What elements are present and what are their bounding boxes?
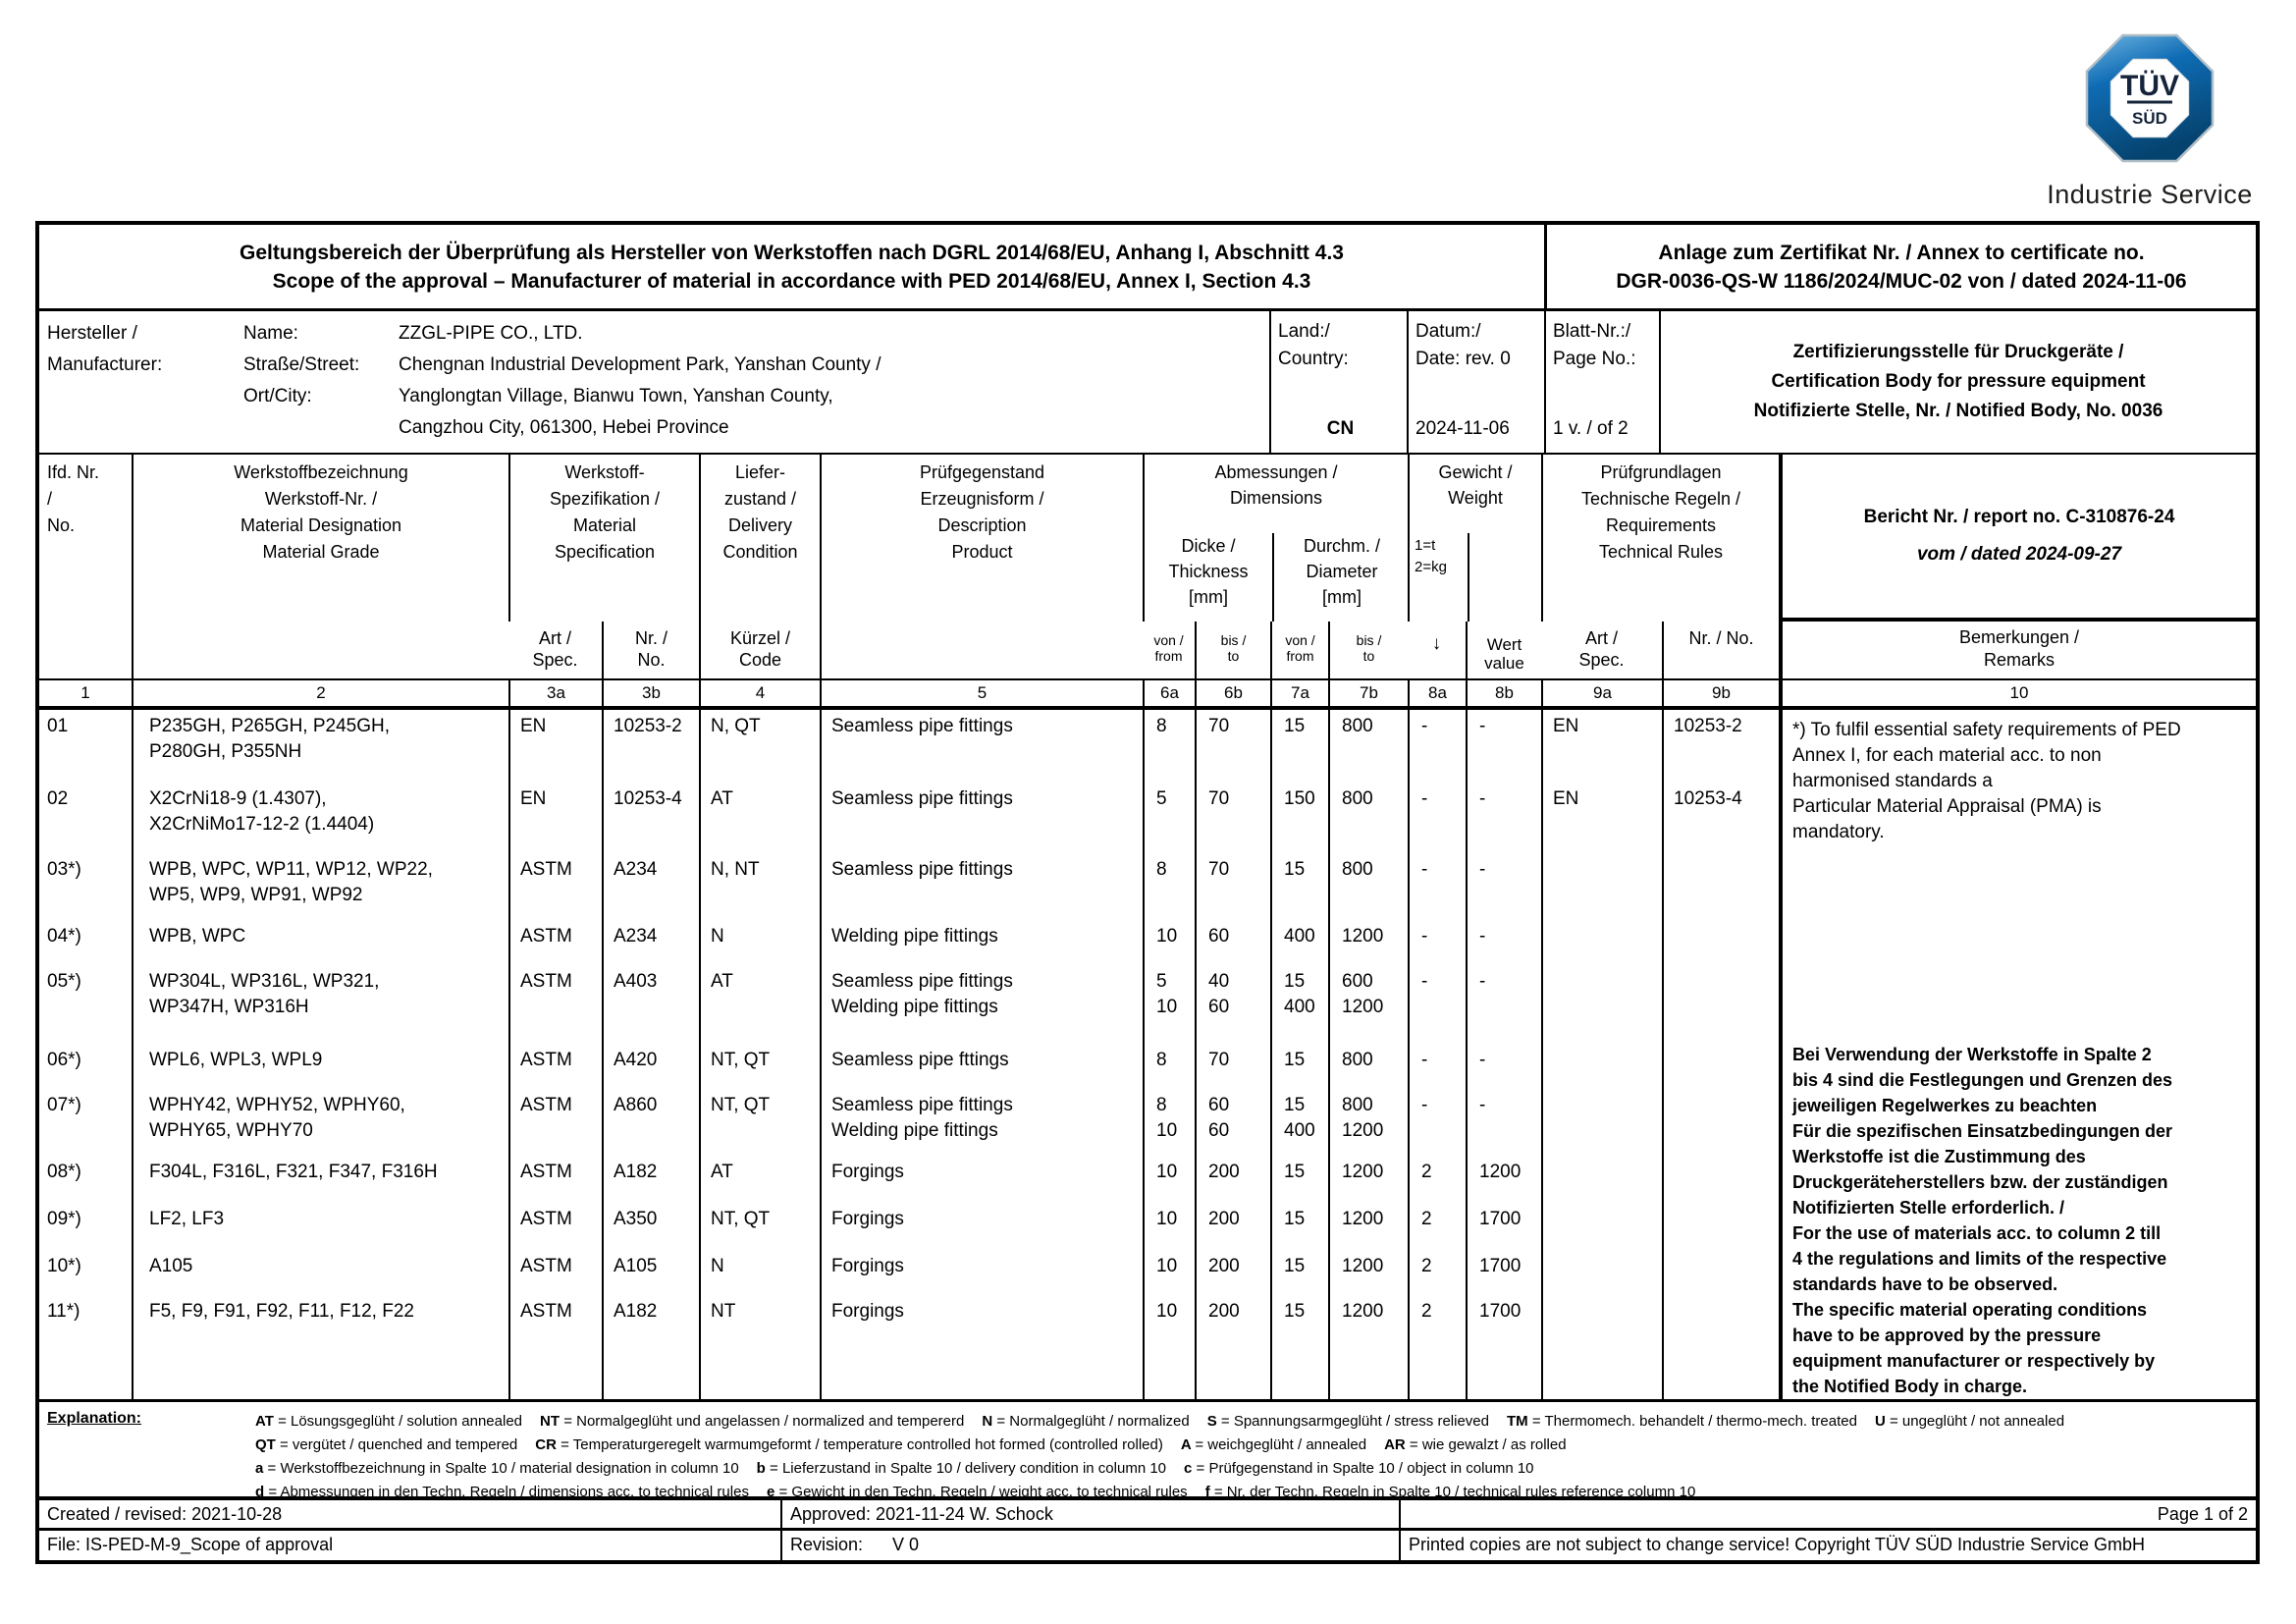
logo-caption: Industrie Service (2047, 180, 2253, 209)
body-cell: 03*) (47, 859, 81, 880)
body-cell: 60 60 (1208, 1095, 1230, 1141)
body-cell: A182 (614, 1301, 658, 1322)
country-value: CN (1326, 418, 1355, 439)
body-cell: 800 1200 (1342, 1095, 1384, 1141)
body-cell (1543, 1044, 1662, 1089)
body-cell: 1700 (1479, 1301, 1522, 1322)
body-cell (1664, 920, 1779, 965)
body-cell (1664, 1044, 1779, 1089)
body-cell: 10 (1156, 1301, 1178, 1322)
body-col-spec (508, 710, 602, 1399)
body-cell: 40 60 (1208, 971, 1230, 1017)
body-cell: N, QT (711, 716, 761, 736)
body-cell: P235GH, P265GH, P245GH, P280GH, P355NH (149, 716, 391, 762)
body-cell: EN (520, 716, 547, 736)
country-cell (1269, 311, 1407, 453)
header-dimensions-title: Abmessungen / Dimensions (1214, 462, 1338, 508)
body-cell: ASTM (520, 1095, 572, 1115)
body-cell: 15 (1284, 1301, 1306, 1322)
body-cell: WPHY42, WPHY52, WPHY60, WPHY65, WPHY70 (149, 1095, 405, 1141)
body-cell: 09*) (47, 1209, 81, 1229)
footer-revision (780, 1531, 1399, 1560)
header-col-no: Ifd. Nr. / No. (47, 462, 100, 535)
footer-row-2 (39, 1531, 2256, 1560)
body-cell: 1200 (1342, 1162, 1384, 1182)
page-no-label: Blatt-Nr.:/ Page No.: (1553, 321, 1636, 369)
header-sub-spec-art: Art / Spec. (532, 628, 578, 670)
column-number: 7b (1328, 678, 1408, 706)
header-sub-9b-nr: Nr. / No. (1662, 622, 1779, 678)
explanation-line: a = Werkstoffbezeichnung in Spalte 10 / material designation in column 10 b = Lieferzustand in Spalte 10 / delivery condition in column 10 c = Prüfgegenstand in Spalte 10 / object in column 10 (255, 1460, 1534, 1477)
manufacturer-field-values: ZZGL-PIPE CO., LTD. Chengnan Industrial Development Park, Yanshan County / Yanglongtan Village, Bianwu Town, Yanshan County, Cangzhou City, 061300, Hebei Province (399, 323, 881, 438)
body-cell: Forgings (831, 1256, 904, 1276)
annex-line-2: DGR-0036-QS-W 1186/2024/MUC-02 von / dated 2024-11-06 (1616, 269, 2187, 293)
body-cell: 200 (1208, 1209, 1240, 1229)
body-cell: A234 (614, 926, 658, 947)
manufacturer-band (39, 311, 2256, 455)
body-cell: Forgings (831, 1301, 904, 1322)
body-col-no (39, 710, 132, 1399)
body-cell: 1200 (1342, 1301, 1384, 1322)
body-cell: Forgings (831, 1162, 904, 1182)
header-diameter-label: Durchm. / Diameter [mm] (1272, 533, 1410, 622)
body-cell: Seamless pipe fittings (831, 716, 1013, 736)
body-cell: - (1479, 1095, 1486, 1115)
body-cell: 2 (1421, 1162, 1432, 1182)
explanation-line: QT = vergütet / quenched and tempered CR = Temperaturgeregelt warmumgeformt / temperature controlled hot formed (controlled rolled) A = weichgeglüht / annealed AR = wie gewalzt / as rolled (255, 1436, 1567, 1453)
header-remarks-cell: Bemerkungen / Remarks (1779, 622, 2256, 678)
body-cell: 8 (1156, 1050, 1167, 1070)
header-col-requirements-group: Prüfgrundlagen Technische Regeln / Requirements Technical Rules (1541, 455, 1779, 622)
header-sub-8a-arrow: ↓ (1431, 633, 1442, 654)
body-cell: 15 400 (1284, 1095, 1315, 1141)
body-cell: - (1421, 926, 1428, 947)
body-cell: 2 (1421, 1209, 1432, 1229)
body-col-t_from (1143, 710, 1195, 1399)
body-cell: 15 (1284, 1209, 1306, 1229)
body-cell: 10 (1156, 926, 1178, 947)
body-cell (1543, 853, 1662, 920)
body-cell: 10253-4 (1674, 788, 1742, 809)
annex-title (1544, 225, 2256, 308)
body-cell: WPL6, WPL3, WPL9 (149, 1050, 323, 1070)
body-cell: ASTM (520, 1256, 572, 1276)
body-cell: 1700 (1479, 1256, 1522, 1276)
body-col-t_to (1195, 710, 1270, 1399)
explanation-lines (255, 1410, 2256, 1500)
remarks-usage-note: Bei Verwendung der Werkstoffe in Spalte 2 bis 4 sind die Festlegungen und Grenzen des jeweiligen Regelwerkes zu beachten Für die spezifischen Einsatzbedingungen der Werkstoffe ist die Zustimmung des Druckgeräteherstellers bzw. der zuständigen Notifizierten Stelle erforderlich. / For the use of materials acc. to column 2 till 4 the regulations and limits of the respective standards have to be observed. The specific material operating conditions have to be approved by the pressure equipment manufacturer or respectively by the Notified Body in charge. (1792, 1045, 2173, 1396)
body-cell: 15 400 (1284, 971, 1315, 1017)
table-header (39, 455, 2256, 710)
body-cell: 70 (1208, 716, 1230, 736)
body-col-spec_no (602, 710, 699, 1399)
body-cell: 08*) (47, 1162, 81, 1182)
footer-approved: Approved: 2021-11-24 W. Schock (780, 1500, 1399, 1528)
column-number: 5 (820, 678, 1143, 706)
body-cell: Seamless pipe fttings (831, 1050, 1009, 1070)
body-cell: Forgings (831, 1209, 904, 1229)
body-cell: 70 (1208, 1050, 1230, 1070)
body-cell: 15 (1284, 1050, 1306, 1070)
scope-title-de: Geltungsbereich der Überprüfung als Hersteller von Werkstoffen nach DGRL 2014/68/EU, Anhang I, Abschnitt 4.3 (240, 241, 1344, 264)
body-cell: EN (520, 788, 547, 809)
body-cell (1543, 1156, 1662, 1203)
remarks-pma-note: *) To fulfil essential safety requirements of PED Annex I, for each material acc. to non harmonised standards a Particular Material Appraisal (PMA) is mandatory. (1792, 720, 2181, 842)
body-cell: - (1421, 788, 1428, 809)
explanation-label: Explanation: (47, 1410, 142, 1427)
explanation-band (39, 1402, 2256, 1500)
header-weight-title: Gewicht / Weight (1438, 462, 1513, 508)
body-col-product (820, 710, 1143, 1399)
body-col-r_spec (1541, 710, 1662, 1399)
body-cell: WPB, WPC, WP11, WP12, WP22, WP5, WP9, WP91, WP92 (149, 859, 433, 905)
body-cell (1664, 1250, 1779, 1295)
body-cell: 400 (1284, 926, 1315, 947)
body-cell: - (1479, 1050, 1486, 1070)
column-number: 7a (1270, 678, 1328, 706)
body-cell: N (711, 1256, 724, 1276)
body-cell: NT, QT (711, 1050, 771, 1070)
annex-line-1: Anlage zum Zertifikat Nr. / Annex to certificate no. (1658, 241, 2145, 264)
body-cell: 1200 (1342, 1209, 1384, 1229)
body-cell: A420 (614, 1050, 658, 1070)
column-number: 3a (508, 678, 602, 706)
manufacturer-label: Hersteller / Manufacturer: (47, 323, 163, 375)
footer-revision-value: V 0 (892, 1535, 920, 1554)
body-cell: 1200 (1342, 926, 1384, 947)
footer-revision-label: Revision: (790, 1535, 864, 1554)
header-sub-7b-to: bis / to (1328, 622, 1408, 678)
body-cell (1543, 1089, 1662, 1156)
body-cell: 2 (1421, 1256, 1432, 1276)
body-cell: A350 (614, 1209, 658, 1229)
body-cell: AT (711, 1162, 733, 1182)
body-col-d_to (1328, 710, 1408, 1399)
body-cell: - (1421, 971, 1428, 992)
header-col-weight-group (1408, 455, 1541, 622)
body-col-w1 (1408, 710, 1466, 1399)
body-cell: 800 (1342, 859, 1373, 880)
header-sub-7a-from: von / from (1270, 622, 1328, 678)
body-cell: 200 (1208, 1162, 1240, 1182)
report-no: Bericht Nr. / report no. C-310876-24 (1863, 507, 2175, 527)
date-label: Datum:/ Date: rev. 0 (1415, 321, 1511, 369)
body-cell: - (1421, 859, 1428, 880)
footer-row-1 (39, 1500, 2256, 1531)
header-col-material: Werkstoffbezeichnung Werkstoff-Nr. / Material Designation Material Grade (132, 455, 508, 678)
title-band (39, 225, 2256, 311)
header-sub-6b-to: bis / to (1195, 622, 1270, 678)
body-cell (1543, 1295, 1662, 1402)
body-cell: WP304L, WP316L, WP321, WP347H, WP316H (149, 971, 380, 1017)
body-cell: 2 (1421, 1301, 1432, 1322)
body-cell: Seamless pipe fittings (831, 859, 1013, 880)
body-cell: A182 (614, 1162, 658, 1182)
body-cell: AT (711, 971, 733, 992)
body-cell: Seamless pipe fittings Welding pipe fittings (831, 1095, 1013, 1141)
body-cell: 8 (1156, 716, 1167, 736)
header-sub-6a-from: von / from (1153, 632, 1184, 664)
scope-title (39, 225, 1544, 308)
tuv-sued-logo (2042, 33, 2258, 210)
body-cell (1543, 965, 1662, 1044)
header-sub-8b-value: Wert value (1466, 622, 1541, 678)
body-cell: 07*) (47, 1095, 81, 1115)
body-cell: 5 (1156, 788, 1167, 809)
body-cell: 15 (1284, 716, 1306, 736)
footer-page: Page 1 of 2 (1399, 1500, 2256, 1528)
column-number: 9b (1662, 678, 1779, 706)
body-cell: 800 (1342, 1050, 1373, 1070)
body-cell: 600 1200 (1342, 971, 1384, 1017)
body-cell: WPB, WPC (149, 926, 246, 947)
body-cell: Seamless pipe fittings (831, 788, 1013, 809)
body-cell: N (711, 926, 724, 947)
remarks-column (1779, 710, 2256, 1399)
body-cell: Welding pipe fittings (831, 926, 998, 947)
body-cell: - (1479, 788, 1486, 809)
header-report-cell (1779, 455, 2256, 622)
column-number: 1 (39, 678, 132, 706)
header-sub-spec-nr: Nr. / No. (602, 622, 699, 678)
body-cell: Seamless pipe fittings Welding pipe fittings (831, 971, 1013, 1017)
body-cell: 11*) (47, 1301, 80, 1322)
manufacturer-field-labels: Name: Straße/Street: Ort/City: (243, 323, 360, 406)
body-cell (1543, 1250, 1662, 1295)
header-col-product: Prüfgegenstand Erzeugnisform / Description Product (820, 455, 1143, 678)
body-cell: 1700 (1479, 1209, 1522, 1229)
column-number: 8b (1466, 678, 1541, 706)
body-cell: 10253-2 (1674, 716, 1742, 736)
body-cell: 800 (1342, 716, 1373, 736)
manufacturer-block (39, 311, 1269, 453)
page-no-cell (1544, 311, 1659, 453)
column-number: 3b (602, 678, 699, 706)
logo-sued-text: SÜD (2132, 109, 2167, 128)
body-cell: NT, QT (711, 1209, 771, 1229)
body-cell: 200 (1208, 1301, 1240, 1322)
date-cell (1407, 311, 1544, 453)
explanation-line: d = Abmessungen in den Techn. Regeln / dimensions acc. to technical rules e = Gewicht in den Techn. Regeln / weight acc. to technical rules f = Nr. der Techn. Regeln in Spalte 10 / technical rules reference column 10 (255, 1484, 1696, 1500)
body-cell: 01 (47, 716, 69, 736)
body-cell (1664, 853, 1779, 920)
explanation-line: AT = Lösungsgeglüht / solution annealed NT = Normalgeglüht und angelassen / normalized and tempererd N = Normalgeglüht / normalized S = Spannungsarmgeglüht / stress relieved TM = Thermomech. behandelt / thermo-mech. treated U = ungeglüht / not annealed (255, 1413, 2065, 1430)
body-cell: 1200 (1342, 1256, 1384, 1276)
column-number: 8a (1408, 678, 1466, 706)
body-cell: A403 (614, 971, 658, 992)
body-col-r_no (1662, 710, 1779, 1399)
body-cell: EN (1553, 716, 1579, 736)
body-cell: A105 (614, 1256, 658, 1276)
body-cell: 02 (47, 788, 69, 809)
body-cell (1664, 1089, 1779, 1156)
column-number: 2 (132, 678, 508, 706)
body-cell: A860 (614, 1095, 658, 1115)
footer-file: File: IS-PED-M-9_Scope of approval (47, 1535, 334, 1554)
body-cell: ASTM (520, 926, 572, 947)
header-col-delivery: Liefer- zustand / Delivery Condition (699, 455, 820, 622)
column-number: 10 (1779, 678, 2256, 706)
body-cell: 15 (1284, 1162, 1306, 1182)
document-frame (35, 221, 2260, 1564)
scope-title-en: Scope of the approval – Manufacturer of material in accordance with PED 2014/68/EU, Annex I, Section 4.3 (272, 269, 1311, 293)
body-cell: AT (711, 788, 733, 809)
body-col-material (132, 710, 508, 1399)
country-label: Land:/ Country: (1278, 321, 1349, 369)
body-cell: 70 (1208, 788, 1230, 809)
logo-tuv-text: TÜV (2120, 70, 2179, 102)
body-cell: 04*) (47, 926, 81, 947)
certification-body-cell: Zertifizierungsstelle für Druckgeräte / Certification Body for pressure equipment Notifizierte Stelle, Nr. / Notified Body, No. 0036 (1659, 311, 2256, 453)
body-cell: - (1421, 1095, 1428, 1115)
column-number: 9a (1541, 678, 1662, 706)
header-thickness-label: Dicke / Thickness [mm] (1168, 536, 1249, 607)
tuv-octagon-icon (2085, 33, 2215, 163)
body-col-w2 (1466, 710, 1541, 1399)
body-cell: 10*) (47, 1256, 81, 1276)
header-weight-units: 1=t 2=kg (1415, 537, 1447, 575)
body-cell: - (1479, 971, 1486, 992)
page-no-value: 1 v. / of 2 (1553, 418, 1629, 439)
column-number: 4 (699, 678, 820, 706)
body-cell: 10 (1156, 1162, 1178, 1182)
date-value: 2024-11-06 (1415, 418, 1510, 439)
body-cell (1664, 1295, 1779, 1402)
body-cell: EN (1553, 788, 1579, 809)
body-cell: - (1421, 1050, 1428, 1070)
body-cell: 10 (1156, 1209, 1178, 1229)
body-cell: A234 (614, 859, 658, 880)
body-col-d_from (1270, 710, 1328, 1399)
body-cell: NT (711, 1301, 736, 1322)
body-cell: 05*) (47, 971, 81, 992)
body-cell: - (1421, 716, 1428, 736)
body-cell: 8 (1156, 859, 1167, 880)
body-cell: 200 (1208, 1256, 1240, 1276)
body-cell: 15 (1284, 859, 1306, 880)
body-cell: 60 (1208, 926, 1230, 947)
body-cell: - (1479, 716, 1486, 736)
body-cell: 8 10 (1156, 1095, 1178, 1141)
header-col-dimensions-group (1143, 455, 1408, 622)
header-sub-code: Kürzel / Code (699, 622, 820, 678)
header-col-spec-group: Werkstoff- Spezifikation / Material Specification (508, 455, 699, 622)
body-cell: 10253-4 (614, 788, 682, 809)
body-cell: ASTM (520, 1050, 572, 1070)
header-sub-9a-art: Art / Spec. (1578, 628, 1625, 670)
body-cell (1664, 1203, 1779, 1250)
body-cell: 10 (1156, 1256, 1178, 1276)
body-cell: 5 10 (1156, 971, 1178, 1017)
body-cell: - (1479, 926, 1486, 947)
body-cell: ASTM (520, 971, 572, 992)
body-cell: X2CrNi18-9 (1.4307), X2CrNiMo17-12-2 (1.4404) (149, 788, 375, 835)
body-cell: ASTM (520, 1301, 572, 1322)
body-cell: - (1479, 859, 1486, 880)
body-cell (1543, 920, 1662, 965)
body-cell: N, NT (711, 859, 760, 880)
column-number: 6a (1143, 678, 1195, 706)
body-cell (1664, 965, 1779, 1044)
body-cell: F5, F9, F91, F92, F11, F12, F22 (149, 1301, 414, 1322)
body-cell: 70 (1208, 859, 1230, 880)
body-col-code (699, 710, 820, 1399)
body-cell (1543, 1203, 1662, 1250)
body-cell: 10253-2 (614, 716, 682, 736)
footer-created: Created / revised: 2021-10-28 (47, 1504, 283, 1524)
column-number: 6b (1195, 678, 1270, 706)
body-cell: 06*) (47, 1050, 81, 1070)
table-body (39, 710, 2256, 1402)
body-cell: 1200 (1479, 1162, 1522, 1182)
body-cell: 800 (1342, 788, 1373, 809)
body-cell (1664, 1156, 1779, 1203)
body-cell: LF2, LF3 (149, 1209, 225, 1229)
report-date: vom / dated 2024-09-27 (1916, 544, 2122, 565)
body-cell: ASTM (520, 1162, 572, 1182)
body-cell: 15 (1284, 1256, 1306, 1276)
body-cell: 150 (1284, 788, 1315, 809)
body-cell: ASTM (520, 859, 572, 880)
body-cell: ASTM (520, 1209, 572, 1229)
footer-copyright: Printed copies are not subject to change service! Copyright TÜV SÜD Industrie Service GmbH (1399, 1531, 2256, 1560)
body-cell: NT, QT (711, 1095, 771, 1115)
body-cell: A105 (149, 1256, 193, 1276)
body-cell: F304L, F316L, F321, F347, F316H (149, 1162, 438, 1182)
